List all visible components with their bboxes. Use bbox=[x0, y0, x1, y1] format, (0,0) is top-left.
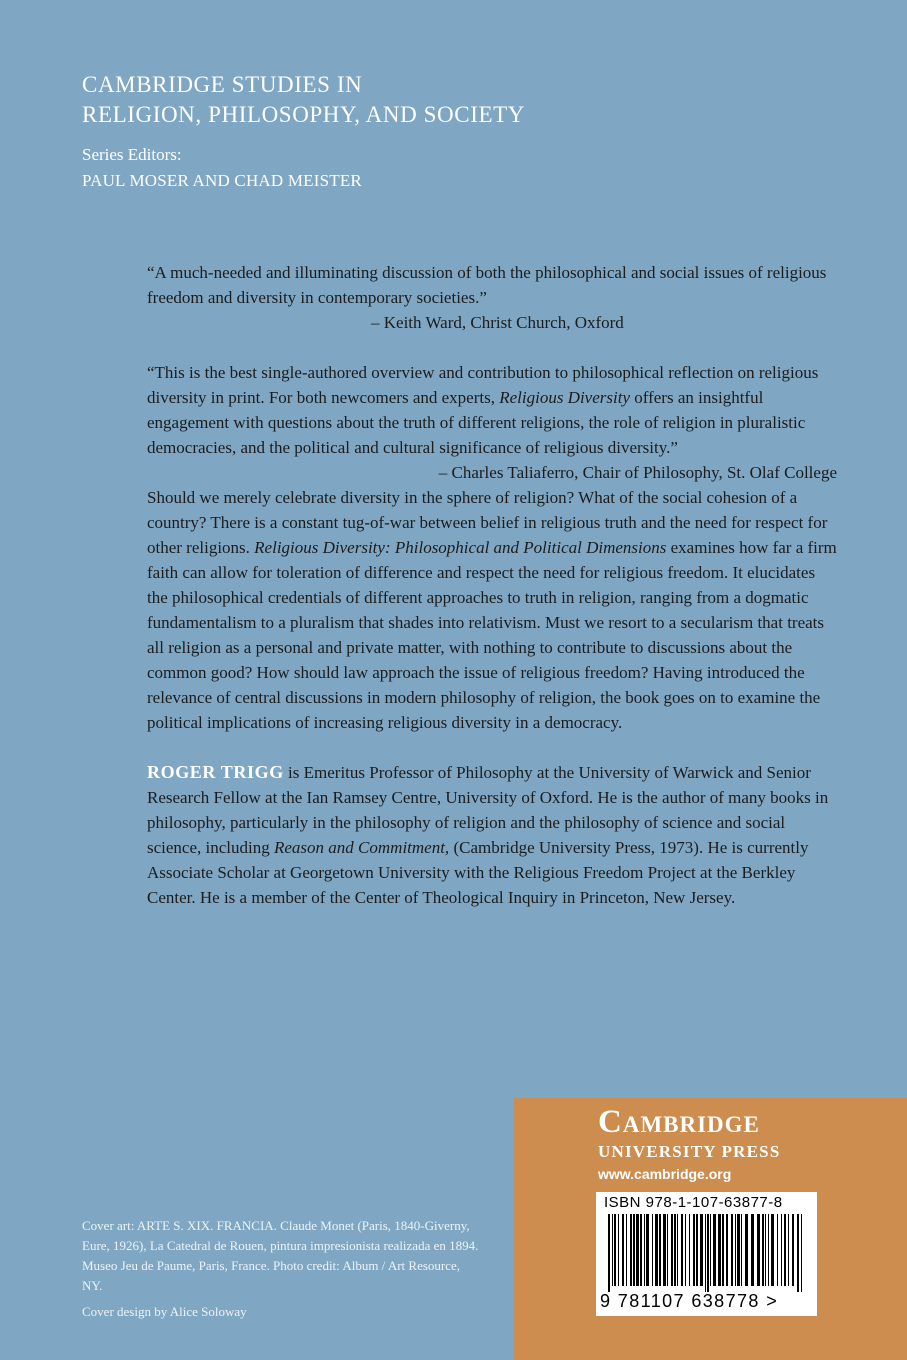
series-editors-names: PAUL MOSER AND CHAD MEISTER bbox=[82, 171, 362, 190]
barcode-bar bbox=[618, 1214, 619, 1286]
barcode-bar bbox=[713, 1214, 716, 1286]
endorsement-quote-1 bbox=[147, 260, 837, 335]
barcode-bar bbox=[757, 1214, 760, 1286]
endorsement-quote-2 bbox=[147, 360, 837, 482]
barcode-bar bbox=[726, 1214, 728, 1286]
publisher-logo-name: Cambridge bbox=[598, 1104, 760, 1140]
barcode-bar bbox=[762, 1214, 764, 1286]
barcode-digits: 9 781107 638778 > bbox=[600, 1291, 779, 1311]
barcode-bar bbox=[737, 1214, 740, 1286]
barcode-bar bbox=[781, 1214, 782, 1286]
isbn-number: ISBN 978-1-107-63877-8 bbox=[604, 1194, 783, 1211]
quote-2-attribution: – Charles Taliaferro, Chair of Philosophy, St. Olaf College bbox=[438, 463, 837, 482]
barcode-bar bbox=[741, 1214, 742, 1286]
barcode-bar bbox=[663, 1214, 666, 1286]
barcode-bar bbox=[612, 1214, 613, 1286]
barcode-bar bbox=[722, 1214, 724, 1286]
barcode-bar bbox=[693, 1214, 695, 1286]
publisher-logo-sub: UNIVERSITY PRESS bbox=[598, 1142, 781, 1161]
quote-2-text-a: “This is the best single-authored overview and contribution to philosophical reflection on religious diversity in print. For both newcomers and experts, bbox=[147, 363, 819, 407]
barcode-bar bbox=[681, 1214, 683, 1286]
main-text bbox=[147, 260, 837, 910]
barcode-bar bbox=[718, 1214, 721, 1286]
author-name: ROGER TRIGG bbox=[147, 762, 284, 782]
series-title-line1: CAMBRIDGE STUDIES IN bbox=[82, 72, 363, 97]
cover-design-credit: Cover design by Alice Soloway bbox=[82, 1304, 247, 1319]
barcode-bar bbox=[633, 1214, 635, 1286]
barcode-bar bbox=[751, 1214, 754, 1286]
series-editors-label: Series Editors: bbox=[82, 145, 182, 164]
book-description bbox=[147, 485, 837, 735]
barcode-bar bbox=[700, 1214, 703, 1286]
series-title-line2: RELIGION, PHILOSOPHY, AND SOCIETY bbox=[82, 102, 525, 127]
publisher-box bbox=[514, 1098, 907, 1360]
barcode-bar bbox=[696, 1214, 698, 1286]
barcode-bar bbox=[636, 1214, 639, 1286]
barcode-bar bbox=[788, 1214, 789, 1286]
barcode-bar bbox=[614, 1214, 616, 1286]
barcode-bar bbox=[640, 1214, 642, 1286]
barcode-bar bbox=[655, 1214, 658, 1286]
series-title bbox=[82, 70, 722, 130]
barcode-bar bbox=[652, 1214, 653, 1286]
barcode-bar bbox=[685, 1214, 686, 1286]
quote-2-book-title: Religious Diversity bbox=[499, 388, 630, 407]
quote-1-text: “A much-needed and illuminating discussion of both the philosophical and social issues of religious freedom and diversity in contemporary societies.” bbox=[147, 263, 827, 307]
quote-2-text-b: offers an insightful engagement with questions about the truth of different religions, the role of religion in pluralistic democracies, and the political and cultural significance of religious diversity.” bbox=[147, 388, 806, 457]
barcode-icon bbox=[606, 1214, 806, 1292]
cover-art-credit: Cover art: ARTE S. XIX. FRANCIA. Claude Monet (Paris, 1840-Giverny, Eure, 1926), La Catedral de Rouen, pintura impresionista realizada en 1894. Museo Jeu de Paume, Paris, France. Photo credit: Album / Art Resource, NY. bbox=[82, 1218, 479, 1293]
barcode-bar bbox=[644, 1214, 645, 1286]
barcode-bar bbox=[677, 1214, 678, 1286]
barcode-bar bbox=[771, 1214, 774, 1286]
barcode-panel bbox=[596, 1192, 817, 1316]
barcode-bar bbox=[689, 1214, 690, 1286]
barcode-bar bbox=[646, 1214, 649, 1286]
blurb-part1: Should we merely celebrate diversity in the sphere of religion? What of the social cohesion of a country? There is a constant tug-of-war between belief in religious truth and the need for respect for other religions. bbox=[147, 488, 828, 557]
blurb-book-title: Religious Diversity: Philosophical and Political Dimensions bbox=[254, 538, 667, 557]
barcode-bar bbox=[765, 1214, 766, 1286]
author-bio-part2: (Cambridge University Press, 1973). He is currently Associate Scholar at Georgetown University with the Religious Freedom Project at the Berkley Center. He is a member of the Center of Theological Inquiry in Princeton, New Jersey. bbox=[147, 838, 809, 907]
barcode-bar bbox=[674, 1214, 676, 1286]
barcode-bar bbox=[626, 1214, 627, 1286]
barcode-bar bbox=[710, 1214, 711, 1286]
publisher-url: www.cambridge.org bbox=[598, 1166, 732, 1182]
barcode-bar bbox=[745, 1214, 748, 1286]
author-bio-part1: is Emeritus Professor of Philosophy at the University of Warwick and Senior Research Fellow at the Ian Ramsey Centre, University of Oxford. He is the author of many books in philosophy, particularly in the philosophy of religion and the philosophy of science and social science, including bbox=[147, 763, 829, 857]
barcode-bar bbox=[667, 1214, 668, 1286]
barcode-bar bbox=[797, 1214, 799, 1292]
barcode-bar bbox=[792, 1214, 794, 1286]
author-bio-book-title: Reason and Commitment, bbox=[274, 838, 450, 857]
barcode-bar bbox=[705, 1214, 706, 1292]
barcode-bar bbox=[735, 1214, 736, 1286]
barcode-bar bbox=[801, 1214, 802, 1292]
barcode-bar bbox=[671, 1214, 673, 1286]
quote-1-attribution: – Keith Ward, Christ Church, Oxford bbox=[371, 313, 624, 332]
barcode-bar bbox=[777, 1214, 778, 1286]
barcode-bar bbox=[784, 1214, 786, 1286]
barcode-bar bbox=[731, 1214, 733, 1286]
blurb-part2: examines how far a firm faith can allow for toleration of difference and respect the need for religious freedom. It elucidates the philosophical credentials of different approaches to truth in religion, ranging from a dogmatic fundamentalism to a pluralism that shades into relativism. Must we resort to a secularism that treats all religion as a personal and private matter, with nothing to contribute to discussions about the common good? How should law approach the issue of religious freedom? Having introduced the relevance of central discussions in modern philosophy of religion, the book goes on to examine the political implications of increasing religious diversity in a democracy. bbox=[147, 538, 837, 732]
barcode-bar bbox=[768, 1214, 769, 1286]
barcode-bar bbox=[707, 1214, 709, 1292]
author-bio bbox=[147, 760, 837, 910]
barcode-bar bbox=[659, 1214, 661, 1286]
barcode-bar bbox=[608, 1214, 610, 1292]
barcode-bar bbox=[622, 1214, 624, 1286]
barcode-bar bbox=[630, 1214, 632, 1286]
